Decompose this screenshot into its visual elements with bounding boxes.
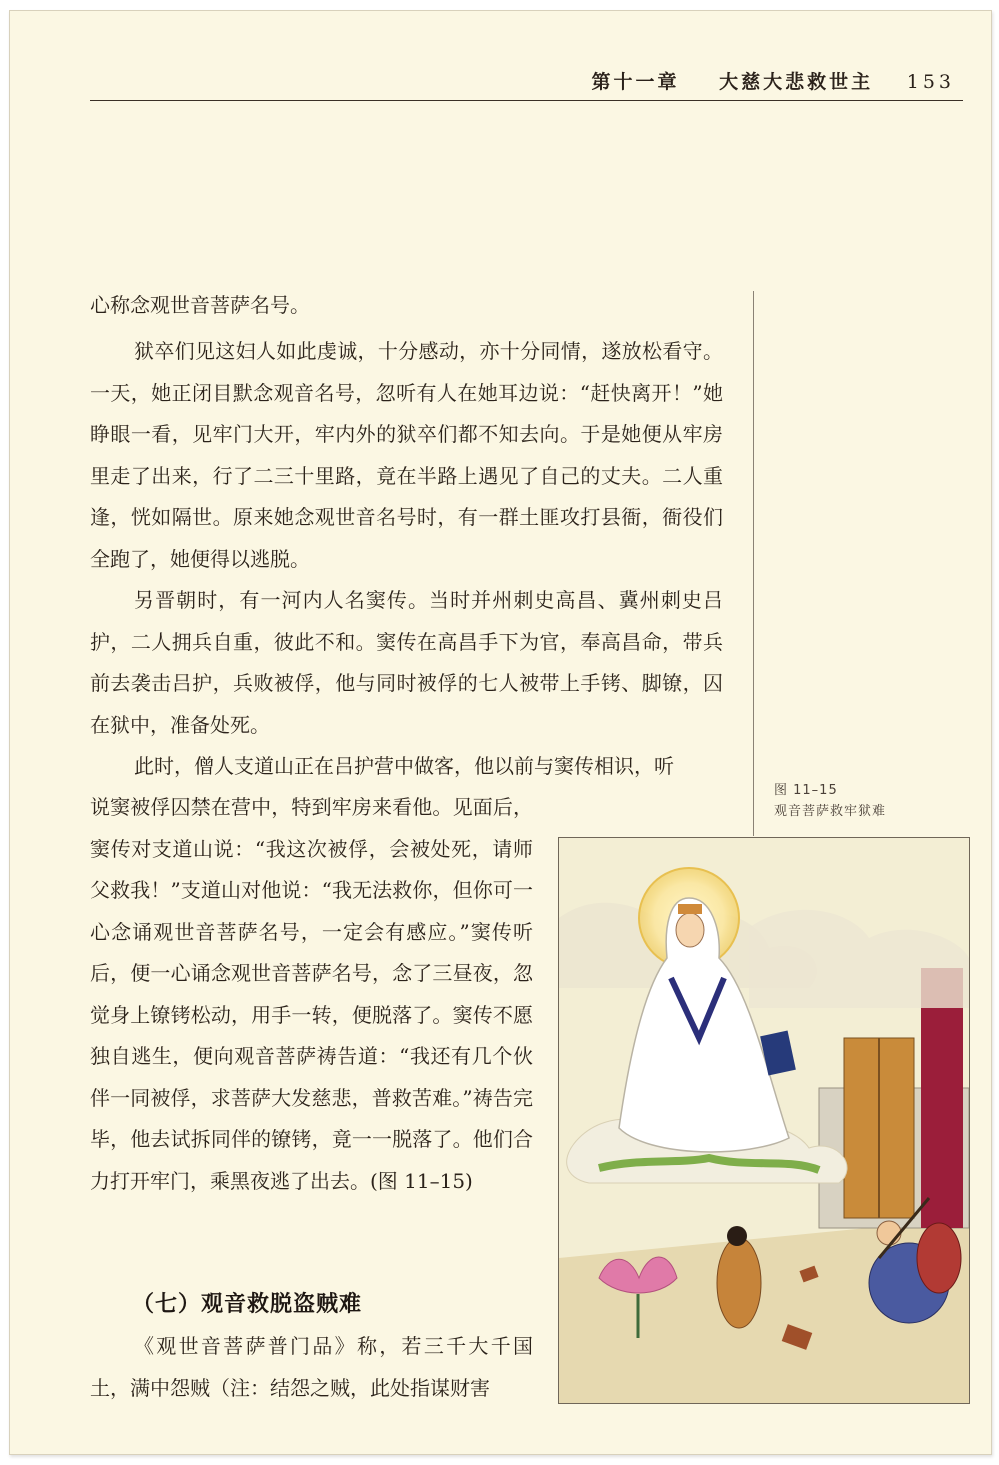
paragraph-4-first-line: 此时，僧人支道山正在吕护营中做客，他以前与窦传相识，听 [134, 754, 674, 778]
prisoner-head [727, 1226, 747, 1246]
caption-divider-line [753, 291, 754, 836]
running-header [591, 67, 955, 94]
figure-number: 图 11–15 [774, 783, 838, 798]
book-page [9, 10, 992, 1455]
guard-head [877, 1221, 901, 1245]
guanyin-crown [678, 904, 702, 914]
paragraph-1: 心称念观世音菩萨名号。 [90, 293, 310, 317]
paragraph-3: 另晋朝时，有一河内人名窦传。当时并州刺史高昌、冀州刺史吕护，二人拥兵自重，彼此不和。窦传在高昌手下为官，奉高昌命，带兵前去袭击吕护，兵败被俘，他与同时被俘的七人被带上手铐、脚镣，囚在狱中，准备处死。 [90, 588, 723, 737]
kneeling-prisoner [717, 1238, 761, 1328]
paragraph-5: 《观世音菩萨普门品》称，若三千大千国土，满中怨贼（注：结怨之贼，此处指谋财害 [90, 1334, 533, 1400]
figure-illustration [558, 837, 970, 1404]
second-guard [917, 1223, 961, 1293]
chapter-title: 大慈大悲救世主 [719, 71, 874, 93]
paragraph-4-body: 说窦被俘囚禁在营中，特到牢房来看他。见面后，窦传对支道山说：“我这次被俘，会被处死，请师父救我！”支道山对他说：“我无法救你，但你可一心念诵观世音菩萨名号，一定会有感应。”窦传听后，便一心诵念观世音菩萨名号，念了三昼夜，忽觉身上镣铐松动，用手一转，便脱落了。窦传不愿独自逃生，便向观音菩萨祷告道：“我还有几个伙伴一同被俘，求菩萨大发慈悲，普救苦难。”祷告完毕，他去试拆同伴的镣铐，竟一一脱落了。他们合力打开牢门，乘黑夜逃了出去。(图 11–15) [90, 795, 533, 1193]
figure-caption-text: 观音菩萨救牢狱难 [774, 804, 887, 819]
paragraph-2: 狱卒们见这妇人如此虔诚，十分感动，亦十分同情，遂放松看守。一天，她正闭目默念观音名号，忽听有人在她耳边说：“赶快离开！”她睁眼一看，见牢门大开，牢内外的狱卒们都不知去向。于是她便从牢房里走了出来，行了二三十里路，竟在半路上遇见了自己的丈夫。二人重逢，恍如隔世。原来她念观世音名号时，有一群土匪攻打县衙，衙役们全跑了，她便得以逃脱。 [90, 339, 723, 571]
header-rule [90, 100, 963, 101]
figure-caption [774, 780, 886, 822]
chapter-label: 第十一章 [591, 71, 680, 93]
guanyin-face [676, 913, 704, 947]
guanyin-rescue-painting [559, 838, 969, 1403]
section-heading: （七）观音救脱盗贼难 [132, 1291, 363, 1317]
page-number: 153 [906, 71, 955, 93]
